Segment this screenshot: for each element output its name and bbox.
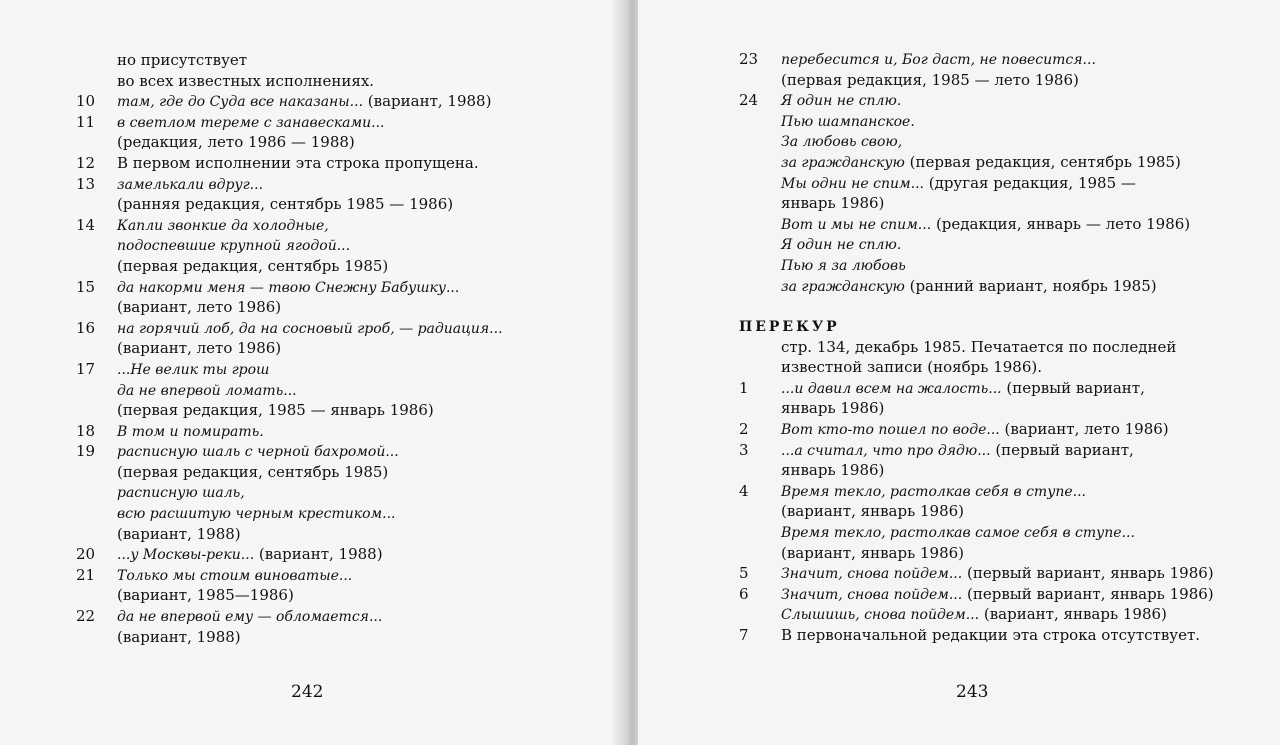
note-text [781, 214, 1190, 236]
note-line [76, 194, 596, 215]
note-text [117, 112, 385, 134]
quoted-variant: перебесится и, Бог даст, не повесится... [781, 52, 1096, 68]
note-text [117, 338, 281, 359]
quoted-variant: ...у Москвы-реки... [117, 547, 255, 564]
note-line [739, 378, 1259, 399]
quoted-variant: ...Не велик ты грош [117, 361, 270, 378]
note-line [76, 606, 596, 627]
note-number: 16 [76, 318, 96, 337]
note-line [76, 174, 596, 195]
note-line [76, 544, 596, 565]
note-line [739, 90, 1259, 111]
quoted-variant: Мы одни не спим... [781, 175, 924, 192]
note-number: 10 [76, 92, 96, 111]
note-comment: (первая редакция, сентябрь 1985) [117, 462, 389, 481]
note-comment: (редакция, январь — лето 1986) [931, 214, 1191, 233]
left-page [0, 0, 625, 745]
note-line [739, 173, 1259, 194]
note-number: 3 [739, 440, 749, 459]
quoted-variant: там, где до Суда все наказаны... [117, 94, 364, 111]
note-comment: январь 1986) [781, 461, 885, 480]
note-text [117, 50, 247, 71]
note-line [739, 337, 1259, 358]
note-line [739, 234, 1259, 255]
note-line [76, 565, 596, 586]
quoted-variant: Капли звонкие да холодные, [117, 217, 329, 234]
note-comment: (первая редакция, 1985 — январь 1986) [117, 401, 434, 420]
note-comment: (вариант, январь 1986) [979, 605, 1167, 624]
quoted-variant: Время текло, растолкав самое себя в ступе... [781, 524, 1135, 541]
quoted-variant: Вот и мы не спим... [781, 216, 932, 233]
note-line [76, 256, 596, 277]
note-text [781, 543, 964, 564]
note-text [781, 276, 1157, 298]
note-line [739, 563, 1259, 584]
note-text [117, 215, 329, 237]
note-line [739, 604, 1259, 625]
note-text [117, 91, 491, 113]
quoted-variant: Слышишь, снова пойдем... [781, 607, 980, 624]
quoted-variant: да накорми меня — твою Снежну Бабушку... [117, 279, 460, 296]
note-line [76, 338, 596, 359]
section-heading-line [739, 316, 1259, 337]
note-text [117, 503, 396, 525]
note-number: 19 [76, 442, 96, 461]
note-line [76, 71, 596, 92]
note-number: 5 [739, 564, 749, 583]
note-text [781, 481, 1086, 503]
note-text [117, 400, 434, 421]
note-text [117, 297, 281, 318]
note-text [117, 441, 399, 463]
note-comment: (первая редакция, сентябрь 1985) [904, 152, 1181, 171]
note-text [781, 604, 1167, 626]
quoted-variant: да не впервой ломать... [117, 382, 297, 399]
note-line [739, 152, 1259, 173]
note-comment: (другая редакция, 1985 — [923, 173, 1136, 192]
note-comment: (вариант, лето 1986) [117, 339, 282, 358]
note-text [117, 524, 241, 545]
note-text [117, 235, 350, 257]
quoted-variant: в светлом тереме с занавесками... [117, 114, 385, 131]
note-text [781, 625, 1200, 646]
note-text [117, 606, 382, 628]
note-number: 20 [76, 545, 96, 564]
note-line [76, 91, 596, 112]
quoted-variant: Только мы стоим виноватые... [117, 567, 353, 584]
note-line [76, 318, 596, 339]
note-line [739, 543, 1259, 564]
note-text [781, 111, 915, 133]
note-comment: (вариант, январь 1986) [781, 502, 965, 521]
note-text [117, 318, 503, 340]
left-page-number: 242 [291, 682, 324, 702]
note-text [117, 544, 383, 566]
note-number: 14 [76, 215, 96, 234]
note-text [781, 131, 902, 153]
quoted-variant: Значит, снова пойдем... [781, 566, 963, 583]
note-text [117, 482, 245, 504]
note-line [739, 501, 1259, 522]
quoted-variant: В том и помирать. [117, 423, 264, 440]
note-comment: январь 1986) [781, 399, 885, 418]
note-line [739, 70, 1259, 91]
note-number: 18 [76, 421, 96, 440]
note-line [76, 359, 596, 380]
quoted-variant: ...и давил всем на жалость... [781, 380, 1002, 397]
note-line [739, 522, 1259, 543]
note-text [781, 460, 884, 481]
note-text [781, 152, 1181, 174]
note-text [117, 359, 269, 381]
quoted-variant: на горячий лоб, да на сосновый гроб, — радиация... [117, 320, 503, 337]
note-comment: (первый вариант, [990, 440, 1134, 459]
note-comment: стр. 134, декабрь 1985. Печатается по последней [781, 337, 1177, 356]
note-line [76, 524, 596, 545]
right-notes-column [739, 49, 1259, 296]
quoted-variant: Пью шампанское. [781, 113, 915, 130]
note-text [117, 277, 459, 299]
note-text [781, 522, 1135, 544]
note-line [76, 132, 596, 153]
note-text [117, 153, 479, 174]
note-line [739, 460, 1259, 481]
note-line [76, 421, 596, 442]
note-comment: (вариант, январь 1986) [781, 543, 965, 562]
note-line [76, 627, 596, 648]
note-comment: январь 1986) [781, 194, 885, 213]
note-comment: (вариант, 1988) [117, 627, 241, 646]
note-line [76, 235, 596, 256]
right-page-number: 243 [956, 682, 989, 702]
note-number: 7 [739, 625, 749, 644]
note-line [76, 215, 596, 236]
note-text [781, 255, 906, 277]
note-text [117, 256, 388, 277]
note-line [739, 276, 1259, 297]
note-text [117, 462, 388, 483]
left-notes-column [76, 50, 596, 647]
quoted-variant: За любовь свою, [781, 134, 903, 151]
note-text [117, 380, 297, 402]
note-text [117, 565, 352, 587]
note-number: 15 [76, 277, 96, 296]
note-text [781, 419, 1169, 441]
note-line [739, 398, 1259, 419]
quoted-variant: подоспевшие крупной ягодой... [117, 238, 351, 255]
note-comment: (редакция, лето 1986 — 1988) [117, 133, 355, 152]
quoted-variant: Время текло, растолкав себя в ступе... [781, 483, 1086, 500]
quoted-variant: Значит, снова пойдем... [781, 586, 963, 603]
note-number: 1 [739, 378, 749, 397]
note-line [739, 357, 1259, 378]
section-heading: ПЕРЕКУР [739, 319, 840, 335]
note-line [739, 625, 1259, 646]
note-comment: но присутствует [117, 51, 248, 69]
note-line [76, 585, 596, 606]
note-line [739, 255, 1259, 276]
note-comment: (первая редакция, 1985 — лето 1986) [781, 70, 1079, 89]
note-text [117, 585, 294, 606]
note-line [76, 112, 596, 133]
note-comment: (вариант, 1985—1986) [117, 586, 294, 605]
note-text [117, 421, 264, 443]
right-page [638, 0, 1280, 745]
note-number: 21 [76, 565, 96, 584]
note-comment: известной записи (ноябрь 1986). [781, 358, 1042, 377]
perekur-section [739, 316, 1259, 646]
note-text [781, 90, 901, 112]
quoted-variant: замелькали вдруг... [117, 176, 264, 193]
note-comment: (вариант, лето 1986) [117, 298, 282, 317]
note-text [781, 357, 1042, 378]
note-text [781, 337, 1176, 358]
note-text [781, 563, 1214, 585]
note-number: 11 [76, 112, 96, 131]
note-line [739, 131, 1259, 152]
quoted-variant: Пью я за любовь [781, 257, 906, 274]
note-comment: (первый вариант, [1001, 378, 1145, 397]
note-number: 22 [76, 607, 96, 626]
note-number: 2 [739, 419, 749, 438]
note-comment: В первоначальной редакции эта строка отсутствует. [781, 625, 1201, 644]
note-text [117, 174, 263, 196]
quoted-variant: Я один не сплю. [781, 93, 902, 110]
note-line [739, 214, 1259, 235]
note-comment: (первый вариант, январь 1986) [962, 584, 1214, 603]
note-line [739, 584, 1259, 605]
note-line [739, 49, 1259, 70]
note-line [76, 462, 596, 483]
note-line [76, 441, 596, 462]
note-line [76, 482, 596, 503]
note-comment: во всех известных исполнениях. [117, 71, 375, 90]
note-line [76, 277, 596, 298]
note-comment: (вариант, 1988) [254, 545, 383, 564]
note-text [781, 501, 964, 522]
note-line [76, 400, 596, 421]
note-line [76, 297, 596, 318]
quoted-variant: за гражданскую [781, 278, 905, 295]
quoted-variant: расписную шаль с черной бахромой... [117, 444, 399, 461]
note-text [781, 378, 1145, 400]
note-line [76, 50, 596, 71]
note-text [117, 194, 453, 215]
note-text [781, 234, 901, 256]
quoted-variant: расписную шаль, [117, 485, 245, 502]
note-number: 23 [739, 50, 759, 68]
section-lines [739, 337, 1259, 646]
note-text [781, 70, 1079, 91]
note-comment: (первый вариант, январь 1986) [962, 564, 1214, 583]
note-number: 13 [76, 174, 96, 193]
note-comment: (вариант, лето 1986) [999, 419, 1169, 438]
note-number: 24 [739, 91, 759, 110]
note-line [76, 503, 596, 524]
quoted-variant: Я один не сплю. [781, 237, 902, 254]
note-text [117, 132, 355, 153]
note-line [76, 153, 596, 174]
note-line [739, 440, 1259, 461]
quoted-variant: Вот кто-то пошел по воде... [781, 421, 1000, 438]
quoted-variant: да не впервой ему — обломается... [117, 609, 383, 626]
note-number: 12 [76, 153, 96, 172]
note-comment: (вариант, 1988) [363, 92, 492, 111]
quoted-variant: всю расшитую черным крестиком... [117, 506, 396, 523]
note-text [781, 173, 1136, 195]
note-number: 17 [76, 359, 96, 378]
note-text [781, 398, 884, 419]
note-line [739, 111, 1259, 132]
note-comment: (ранняя редакция, сентябрь 1985 — 1986) [117, 195, 454, 214]
note-text [781, 49, 1096, 71]
note-text [781, 193, 884, 214]
note-text [781, 584, 1214, 606]
note-line [76, 380, 596, 401]
note-number: 6 [739, 584, 749, 603]
note-text [117, 627, 241, 648]
quoted-variant: ...а считал, что про дядю... [781, 442, 991, 459]
note-comment: В первом исполнении эта строка пропущена. [117, 153, 479, 172]
note-comment: (ранний вариант, ноябрь 1985) [904, 276, 1157, 295]
note-comment: (первая редакция, сентябрь 1985) [117, 256, 389, 275]
note-text [117, 71, 374, 92]
note-line [739, 193, 1259, 214]
note-line [739, 481, 1259, 502]
note-line [739, 419, 1259, 440]
note-text [781, 440, 1134, 462]
quoted-variant: за гражданскую [781, 154, 905, 171]
note-number: 4 [739, 481, 749, 500]
note-comment: (вариант, 1988) [117, 524, 241, 543]
